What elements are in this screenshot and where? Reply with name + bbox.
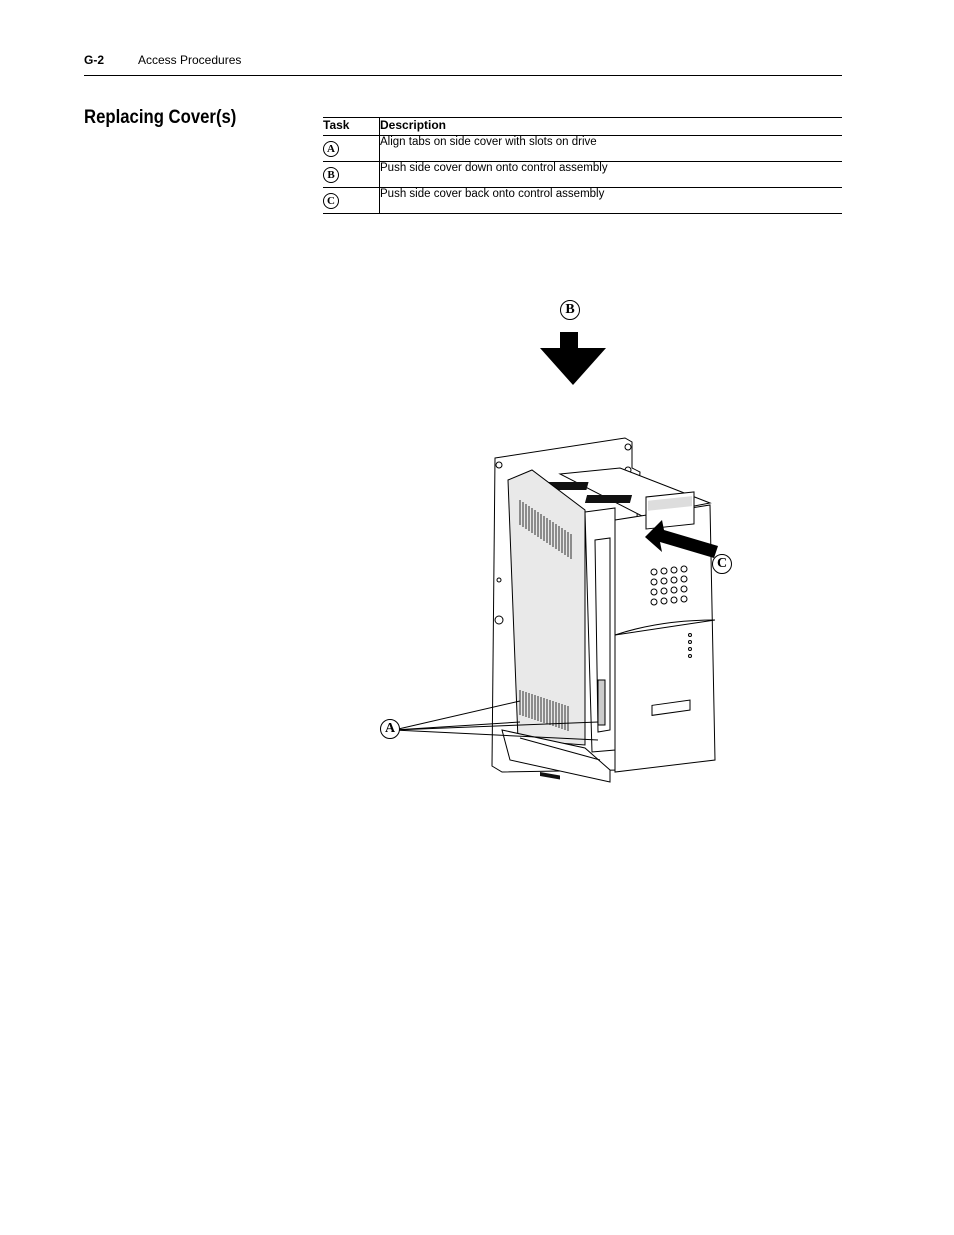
column-header-description: Description <box>380 118 843 136</box>
page-header <box>84 53 842 76</box>
task-description: Align tabs on side cover with slots on drive <box>380 136 843 162</box>
drive-drawing <box>370 290 750 800</box>
task-description: Push side cover down onto control assembly <box>380 162 843 188</box>
drive-cover-illustration <box>370 290 750 800</box>
section-name: Access Procedures <box>138 53 242 67</box>
callout-c: C <box>712 554 732 574</box>
table-row <box>323 188 842 214</box>
callout-b: B <box>560 300 580 320</box>
table-row <box>323 136 842 162</box>
column-header-task: Task <box>323 118 380 136</box>
task-description: Push side cover back onto control assembly <box>380 188 843 214</box>
task-table <box>323 117 842 214</box>
task-letter-b: B <box>323 167 339 183</box>
table-header-row <box>323 118 842 136</box>
page-number: G-2 <box>84 53 105 67</box>
callout-a: A <box>380 719 400 739</box>
down-arrow-icon <box>540 332 606 385</box>
table-row <box>323 162 842 188</box>
section-title: Replacing Cover(s) <box>84 107 237 128</box>
task-letter-a: A <box>323 141 339 157</box>
task-letter-c: C <box>323 193 339 209</box>
side-cover-panel <box>508 470 585 745</box>
